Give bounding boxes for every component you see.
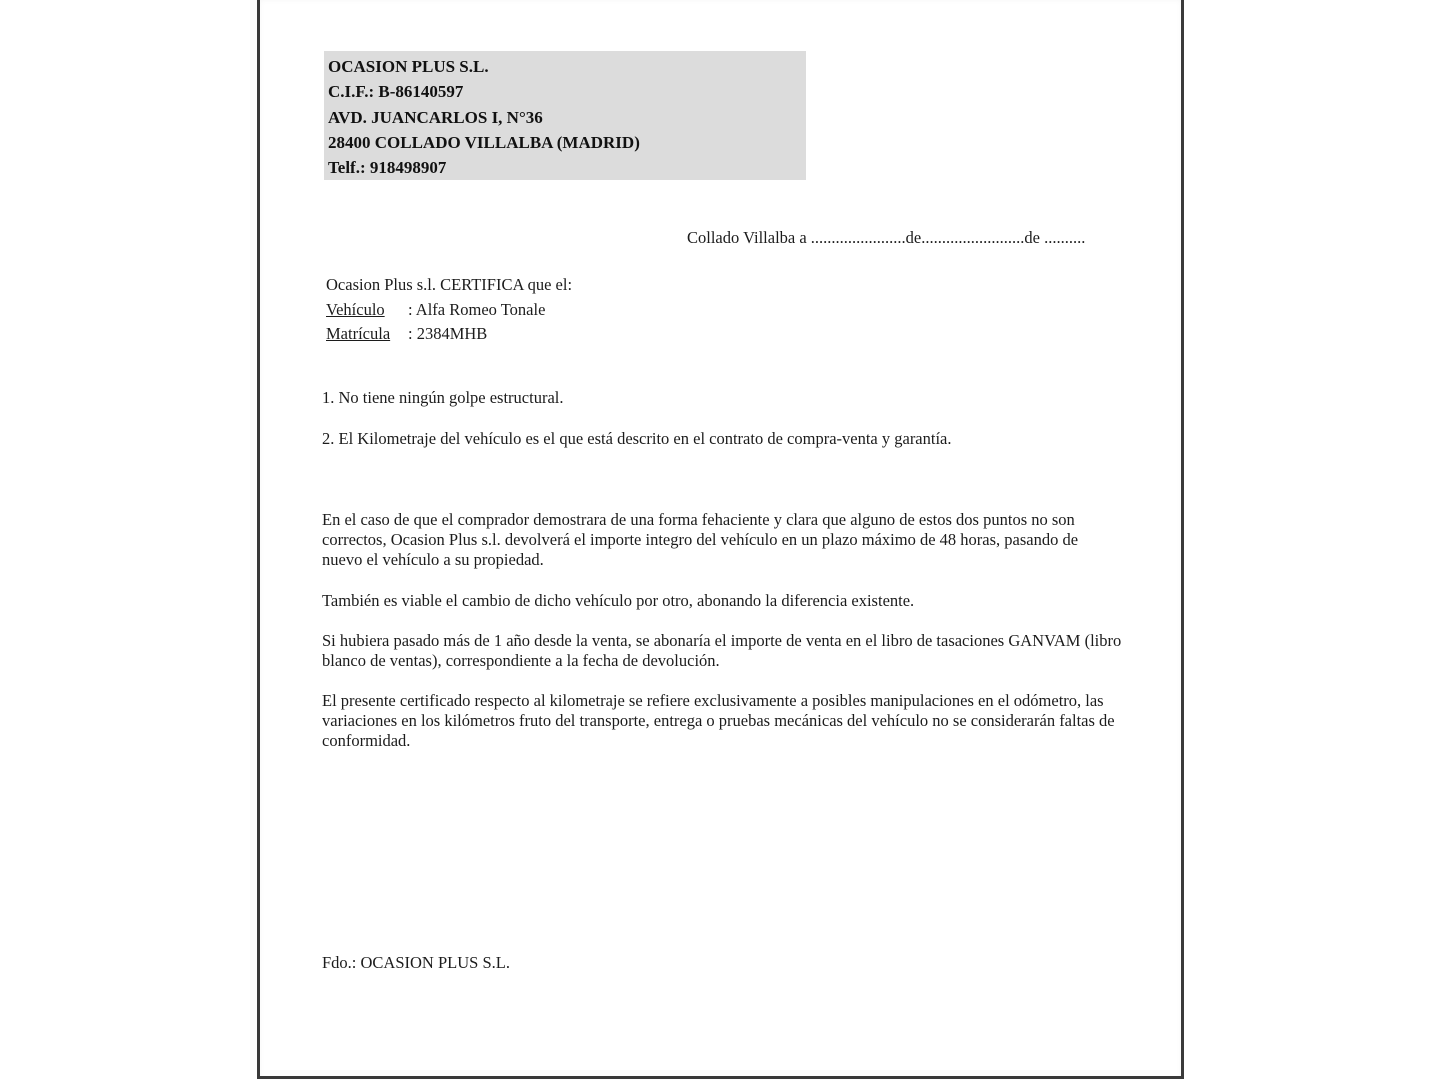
company-header-box (324, 51, 806, 180)
company-phone: Telf.: 918498907 (328, 158, 447, 178)
paragraph-exchange: También es viable el cambio de dicho vehículo por otro, abonando la diferencia existente. (322, 591, 915, 610)
vehicle-field (326, 300, 545, 320)
paragraph-mileage-scope: El presente certificado respecto al kilometraje se refiere exclusivamente a posibles manipulaciones en el odómetro, las variaciones en los kilómetros fruto del transporte, entrega o pruebas mecánicas del vehículo no se considerarán faltas de conformidad. (322, 691, 1115, 751)
plate-field (326, 324, 487, 344)
point-2: 2. El Kilometraje del vehículo es el que está descrito en el contrato de compra-venta y garantía. (322, 429, 952, 448)
plate-value: : 2384MHB (408, 324, 488, 343)
vehicle-label: Vehículo (326, 300, 385, 319)
point-1: 1. No tiene ningún golpe estructural. (322, 388, 564, 407)
company-address: AVD. JUANCARLOS I, N°36 (328, 107, 543, 127)
company-name: OCASION PLUS S.L. (328, 57, 489, 76)
vehicle-value: : Alfa Romeo Tonale (408, 300, 546, 319)
date-line: Collado Villalba a .......................de.........................de .......... (687, 228, 1086, 247)
company-city: 28400 COLLADO VILLALBA (MADRID) (328, 132, 640, 152)
signature-line: Fdo.: OCASION PLUS S.L. (322, 953, 510, 972)
plate-label: Matrícula (326, 324, 391, 343)
paragraph-ganvam: Si hubiera pasado más de 1 año desde la venta, se abonaría el importe de venta en el libro de tasaciones GANVAM (libro blanco de ventas), correspondiente a la fecha de devolución. (322, 631, 1122, 671)
certification-intro: Ocasion Plus s.l. CERTIFICA que el: (326, 275, 573, 294)
company-cif: C.I.F.: B-86140597 (328, 82, 464, 102)
paragraph-refund: En el caso de que el comprador demostrara de una forma fehaciente y clara que alguno de estos dos puntos no son correctos, Ocasion Plus s.l. devolverá el importe integro del vehículo en un plazo máximo de 48 horas, pasando de nuevo el vehículo a su propiedad. (322, 510, 1079, 570)
